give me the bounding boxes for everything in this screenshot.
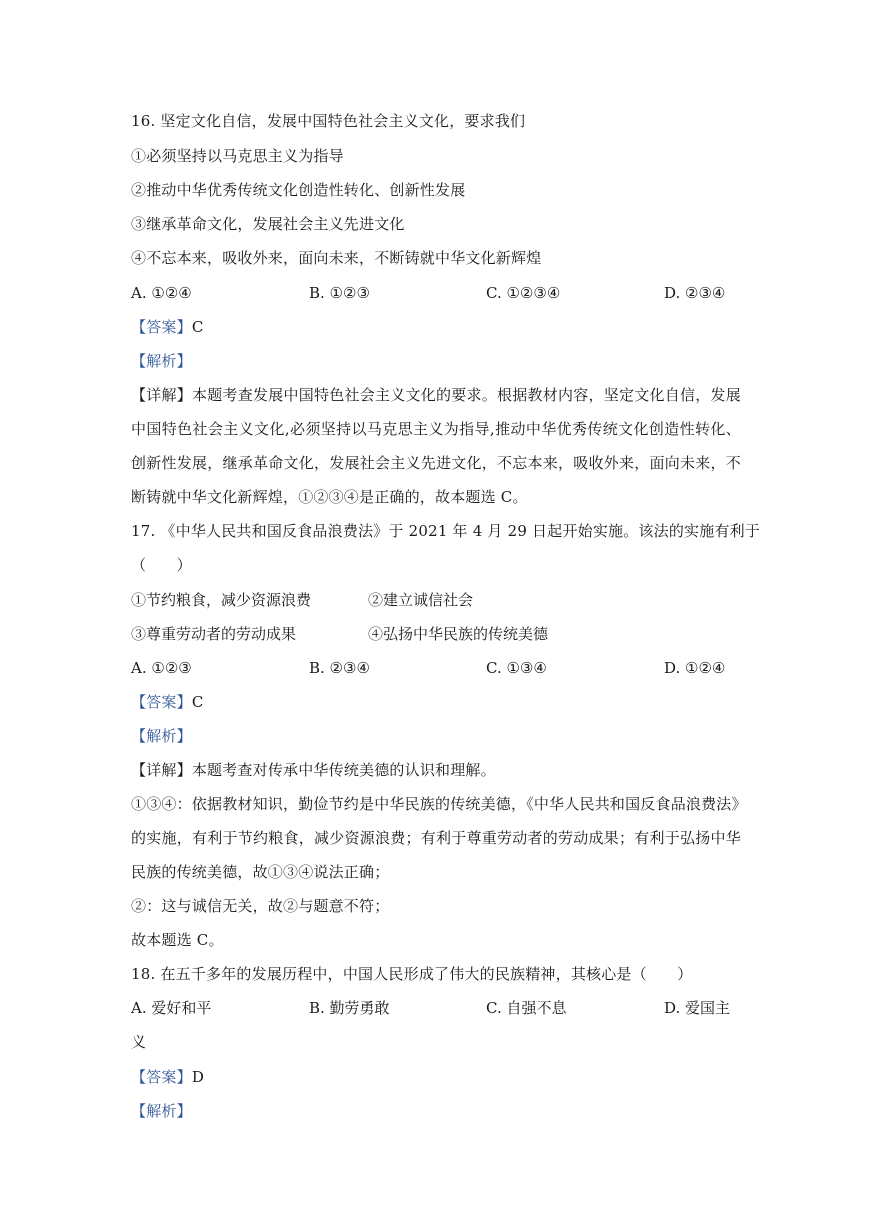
q16-item-1: ①必须坚持以马克思主义为指导 — [131, 147, 344, 165]
q18-option-d: D. 爱国主 — [664, 999, 731, 1017]
q17-answer — [131, 691, 741, 713]
q16-stem: 16. 坚定文化自信，发展中国特色社会主义文化，要求我们 — [131, 112, 526, 130]
q18-stem: 18. 在五千多年的发展历程中，中国人民形成了伟大的民族精神，其核心是（ ） — [131, 965, 693, 983]
analysis-label: 【解析】 — [131, 1102, 192, 1120]
q18-answer — [131, 1066, 741, 1088]
answer-value: C — [191, 318, 204, 336]
q17-detail-line-1 — [131, 759, 741, 781]
answer-label: 【答案】 — [131, 1068, 192, 1086]
q17-analysis-label — [131, 725, 741, 747]
q18-option-wrap: 义 — [131, 1033, 147, 1051]
answer-value: D — [191, 1068, 205, 1086]
q17-detail-line-2: ①③④：依据教材知识，勤俭节约是中华民族的传统美德，《中华人民共和国反食品浪费法》 — [131, 795, 747, 813]
q16-option-c: C. ①②③④ — [486, 284, 561, 302]
q17-detail-line-6: 故本题选 C。 — [131, 931, 224, 949]
q18-option-b: B. 勤劳勇敢 — [309, 999, 390, 1017]
analysis-label: 【解析】 — [131, 727, 192, 745]
analysis-label: 【解析】 — [131, 352, 192, 370]
q17-item-1: ①节约粮食，减少资源浪费 — [131, 591, 312, 609]
q17-stem-line-1: 17. 《中华人民共和国反食品浪费法》于 2021 年 4 月 29 日起开始实施。该法的实施有利于 — [131, 522, 761, 540]
q16-option-a: A. ①②④ — [131, 284, 192, 302]
q17-detail-line-5: ②：这与诚信无关，故②与题意不符； — [131, 897, 390, 915]
q16-item-2: ②推动中华优秀传统文化创造性转化、创新性发展 — [131, 181, 466, 199]
q17-detail-line-4: 民族的传统美德，故①③④说法正确； — [131, 863, 390, 881]
q17-item-4: ④弘扬中华民族的传统美德 — [368, 625, 549, 643]
q16-option-b: B. ①②③ — [309, 284, 370, 302]
q17-stem-line-2: （ ） — [131, 556, 192, 574]
q16-detail-line-2: 中国特色社会主义文化,必须坚持以马克思主义为指导,推动中华优秀传统文化创造性转化、 — [131, 420, 741, 438]
q17-option-c: C. ①③④ — [486, 659, 547, 677]
q18-option-a: A. 爱好和平 — [131, 999, 212, 1017]
answer-label: 【答案】 — [131, 318, 192, 336]
q18-option-c: C. 自强不息 — [486, 999, 567, 1017]
q16-analysis-label — [131, 350, 741, 372]
q16-option-d: D. ②③④ — [664, 284, 726, 302]
q17-option-d: D. ①②④ — [664, 659, 726, 677]
q17-item-3: ③尊重劳动者的劳动成果 — [131, 625, 297, 643]
answer-value: C — [191, 693, 204, 711]
q16-item-4: ④不忘本来，吸收外来，面向未来，不断铸就中华文化新辉煌 — [131, 249, 542, 267]
q16-item-3: ③继承革命文化，发展社会主义先进文化 — [131, 215, 405, 233]
q17-option-b: B. ②③④ — [309, 659, 370, 677]
q17-item-2: ②建立诚信社会 — [368, 591, 474, 609]
q16-detail-line-3: 创新性发展，继承革命文化，发展社会主义先进文化，不忘本来，吸收外来，面向未来，不 — [131, 454, 741, 472]
q16-answer — [131, 316, 741, 338]
detail-text: 本题考查对传承中华传统美德的认识和理解。 — [191, 761, 496, 779]
q16-detail-line-1 — [131, 384, 741, 406]
q18-analysis-label — [131, 1100, 741, 1122]
detail-text: 本题考查发展中国特色社会主义文化的要求。根据教材内容，坚定文化自信，发展 — [192, 386, 741, 404]
detail-label: 【详解】 — [131, 386, 193, 404]
q17-detail-line-3: 的实施，有利于节约粮食，减少资源浪费；有利于尊重劳动者的劳动成果；有利于弘扬中华 — [131, 829, 741, 847]
answer-label: 【答案】 — [131, 693, 192, 711]
detail-label: 【详解】 — [131, 761, 192, 779]
q17-option-a: A. ①②③ — [131, 659, 192, 677]
q16-detail-line-4: 断铸就中华文化新辉煌，①②③④是正确的，故本题选 C。 — [131, 488, 528, 506]
